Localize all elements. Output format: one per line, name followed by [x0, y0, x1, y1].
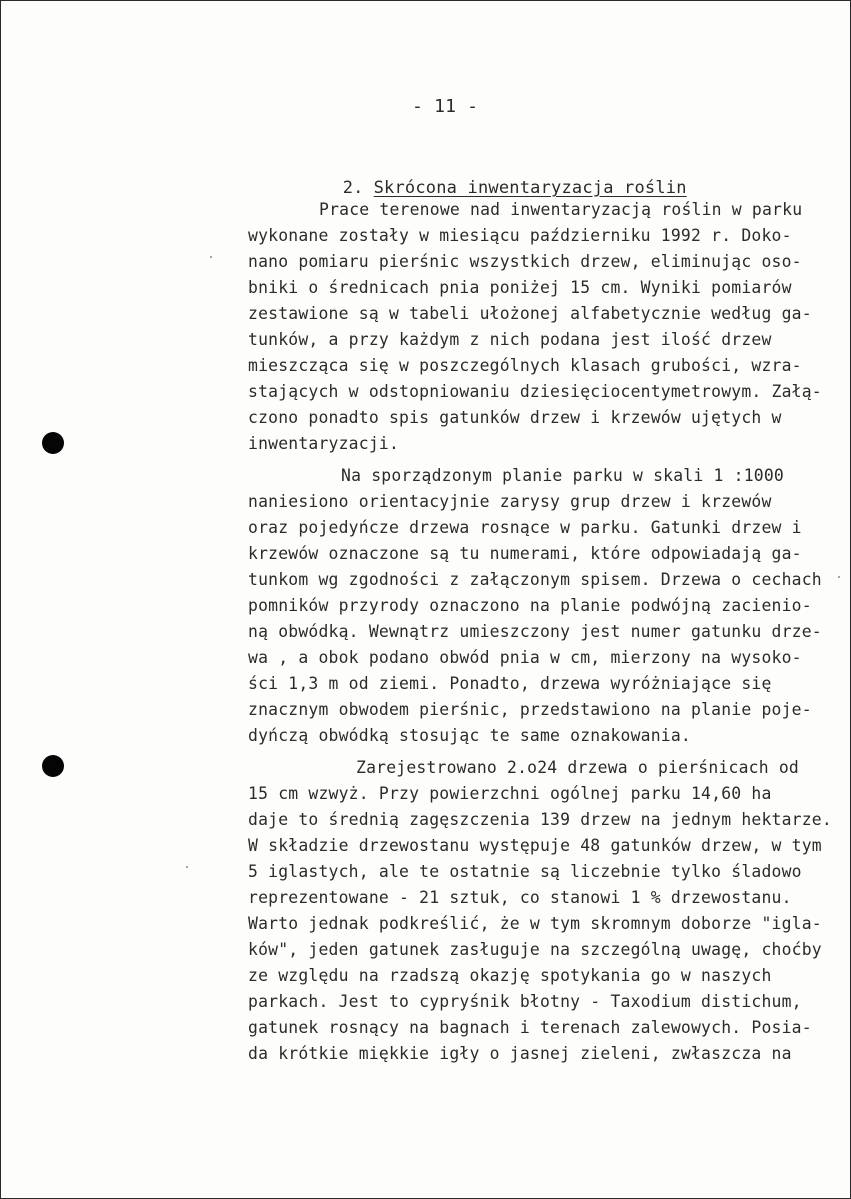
text-line: stających w odstopniowaniu dziesięciocentymetrowym. Załą- [248, 382, 822, 401]
text-line: nano pomiaru pierśnic wszystkich drzew, eliminując oso- [248, 252, 802, 271]
text-line: ści 1,3 m od ziemi. Ponadto, drzewa wyróżniające się [248, 674, 772, 693]
text-line: wa , a obok podano obwód pnia w cm, mierzony na wysoko- [248, 648, 802, 667]
text-line: oraz pojedyńcze drzewa rosnące w parku. Gatunki drzew i [248, 518, 802, 537]
text-line: bniki o średnicach pnia poniżej 15 cm. Wyniki pomiarów [248, 278, 792, 297]
text-line: daje to średnią zagęszczenia 139 drzew na jednym hektarze. [248, 810, 832, 829]
text-line: tunków, a przy każdym z nich podana jest ilość drzew [248, 330, 772, 349]
page-number: - 11 - [412, 96, 479, 117]
section-number: 2. [342, 178, 364, 198]
text-line: gatunek rosnący na bagnach i terenach zalewowych. Posia- [248, 1018, 812, 1037]
text-line: W składzie drzewostanu występuje 48 gatunków drzew, w tym [248, 836, 822, 855]
text-line: 5 iglastych, ale te ostatnie są liczebnie tylko śladowo [248, 862, 802, 881]
text-line: 15 cm wzwyż. Przy powierzchni ogólnej parku 14,60 ha [248, 784, 772, 803]
punch-hole-bottom [42, 755, 64, 777]
text-line: tunkom wg zgodności z załączonym spisem. Drzewa o cechach [248, 570, 822, 589]
text-line: mieszcząca się w poszczególnych klasach grubości, wzra- [248, 356, 802, 375]
text-line: krzewów oznaczone są tu numerami, które odpowiadają ga- [248, 544, 802, 563]
text-line: ków", jeden gatunek zasługuje na szczególną uwagę, choćby [248, 940, 822, 959]
text-line: pomników przyrody oznaczono na planie podwójną zacienio- [248, 596, 812, 615]
text-line: zestawione są w tabeli ułożonej alfabetycznie według ga- [248, 304, 812, 323]
text-line: reprezentowane - 21 sztuk, co stanowi 1 % drzewostanu. [248, 888, 792, 907]
text-line: dyńczą obwódką stosując te same oznakowania. [248, 726, 691, 745]
text-line: Na sporządzonym planie parku w skali 1 :1000 [341, 466, 784, 485]
text-line: naniesiono orientacyjnie zarysy grup drzew i krzewów [248, 492, 772, 511]
text-line: da krótkie miękkie igły o jasnej zieleni, zwłaszcza na [248, 1044, 792, 1063]
text-line: wykonane zostały w miesiącu październiku 1992 r. Doko- [248, 226, 792, 245]
punch-hole-top [42, 432, 64, 454]
text-line: parkach. Jest to cypryśnik błotny - Taxodium distichum, [248, 992, 802, 1011]
section-title: Skrócona inwentaryzacja roślin [373, 178, 687, 198]
text-line: ną obwódką. Wewnątrz umieszczony jest numer gatunku drze- [248, 622, 822, 641]
paper-speck [838, 576, 840, 578]
text-line: Prace terenowe nad inwentaryzacją roślin w parku [319, 200, 803, 219]
text-line: czono ponadto spis gatunków drzew i krzewów ujętych w [248, 408, 782, 427]
text-line: Zarejestrowano 2.o24 drzewa o pierśnicach od [356, 758, 799, 777]
paper-speck [186, 866, 188, 868]
text-line: ze względu na rzadszą okazję spotykania go w naszych [248, 966, 772, 985]
text-line: inwentaryzacji. [248, 434, 400, 453]
text-line: Warto jednak podkreślić, że w tym skromnym doborze "igla- [248, 914, 822, 933]
paper-speck [210, 256, 212, 258]
text-line: znacznym obwodem pierśnic, przedstawiono na planie poje- [248, 700, 812, 719]
